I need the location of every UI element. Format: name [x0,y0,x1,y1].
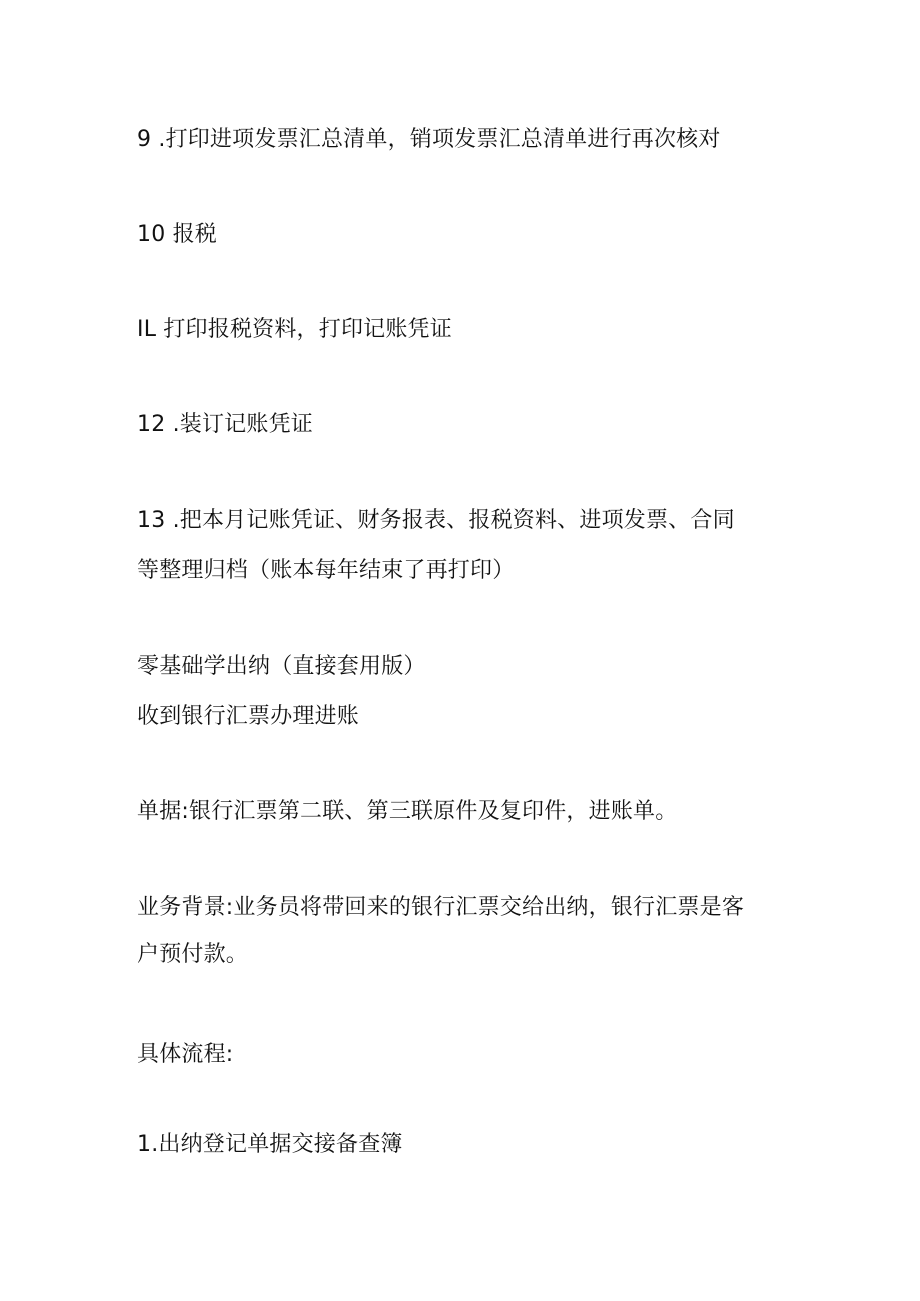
step-13-continued-text: 等整理归档（账本每年结束了再打印） [137,558,515,583]
process-heading: 具体流程: [137,1042,234,1067]
documents-paragraph: 单据:银行汇票第二联、第三联原件及复印件，进账单。 [137,799,678,824]
background-paragraph-continued: 户预付款。 [137,942,249,967]
step-12-text: 12 .装订记账凭证 [137,412,313,437]
step-11-text: IL 打印报税资料，打印记账凭证 [137,317,452,342]
step-9-text: 9 .打印进项发票汇总清单，销项发票汇总清单进行再次核对 [137,127,721,152]
background-paragraph: 业务背景:业务员将带回来的银行汇票交给出纳，银行汇票是客 [137,895,745,920]
step-10-text: 10 报税 [137,222,217,247]
step-13-text: 13 .把本月记账凭证、财务报表、报税资料、进项发票、合同 [137,508,735,533]
topic-heading: 收到银行汇票办理进账 [137,704,360,729]
process-step-1: 1.出纳登记单据交接备查簿 [137,1132,403,1157]
section-heading: 零基础学出纳（直接套用版） [137,654,426,679]
